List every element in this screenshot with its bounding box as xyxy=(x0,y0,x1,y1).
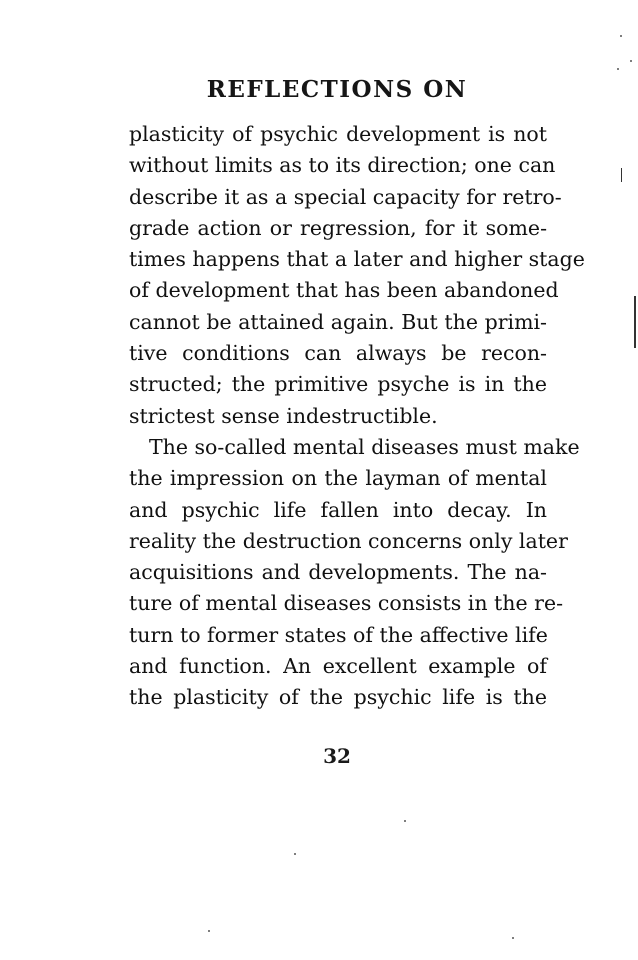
text-line: ture of mental diseases consists in the re- xyxy=(129,591,564,616)
text-line: without limits as to its direction; one can xyxy=(129,153,556,178)
text-line: reality the destruction concerns only later xyxy=(129,528,568,553)
text-line: describe it as a special capacity for retro- xyxy=(129,184,562,209)
text-line: grade action or regression, for it some- xyxy=(129,215,547,240)
scan-edge-mark xyxy=(621,168,622,182)
text-line: structed; the primitive psyche is in the xyxy=(129,372,547,397)
text-line: turn to former states of the affective life xyxy=(129,622,548,647)
text-line: the plasticity of the psychic life is the xyxy=(129,685,547,710)
text-line: and function. An excellent example of xyxy=(129,654,547,679)
text-line: and psychic life fallen into decay. In xyxy=(129,497,547,522)
scan-speck xyxy=(620,35,622,37)
text-line: acquisitions and developments. The na- xyxy=(129,560,547,585)
text-line: the impression on the layman of mental xyxy=(129,466,547,491)
text-line: tive conditions can always be recon- xyxy=(129,341,547,366)
text-line: strictest sense indestructible. xyxy=(129,403,438,428)
text-line: of development that has been abandoned xyxy=(129,278,559,303)
text-line: The so-called mental diseases must make xyxy=(149,434,580,459)
text-line: plasticity of psychic development is not xyxy=(129,122,547,146)
scan-speck xyxy=(617,68,619,70)
scan-speck xyxy=(208,930,210,932)
page-number: 32 xyxy=(323,744,351,768)
body-text xyxy=(129,119,585,714)
scan-edge-mark xyxy=(634,296,636,348)
text-line: cannot be attained again. But the primi- xyxy=(129,309,547,334)
scan-speck xyxy=(294,853,296,855)
paragraph xyxy=(129,119,585,432)
paragraph xyxy=(129,432,580,714)
running-head: REFLECTIONS ON xyxy=(206,76,468,103)
scan-speck xyxy=(630,60,632,62)
scan-speck xyxy=(404,820,406,822)
scan-speck xyxy=(512,937,514,939)
text-line: times happens that a later and higher stage xyxy=(129,247,585,272)
